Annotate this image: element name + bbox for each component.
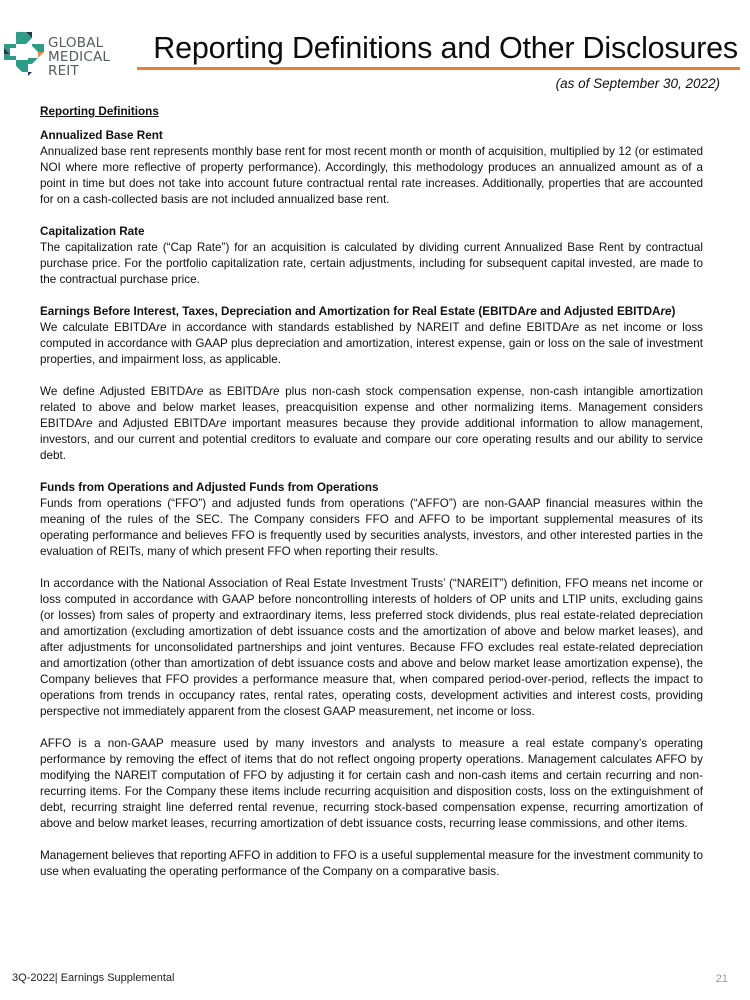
re: re <box>216 417 227 430</box>
page-number: 21 <box>715 973 728 985</box>
as-of-date: (as of September 30, 2022) <box>555 76 720 91</box>
paragraph-ffo-1: Funds from operations (“FFO”) and adjusted funds from operations (“AFFO”) are non-GAAP financial measures within the meaning of the rules of the SEC. The Company considers FFO and AFFO to be important supplemental measures of its operating performance and believes FFO is frequently used by securities analysts, investors, and other interested parties in the evaluation of REITs, many of which present FFO when reporting their results. <box>40 497 703 558</box>
title-underline-divider <box>137 67 740 70</box>
paragraph-ebitdare-1 <box>40 320 703 368</box>
page-title: Reporting Definitions and Other Disclosures <box>153 31 738 65</box>
company-logo <box>2 30 142 79</box>
heading-re: re <box>660 305 672 318</box>
section-title: Reporting Definitions <box>40 105 159 118</box>
heading-re: re <box>525 305 537 318</box>
re: re <box>82 417 93 430</box>
footer-label: 3Q-2022| Earnings Supplemental <box>12 972 175 984</box>
heading-text: ) <box>671 305 676 318</box>
text: as EBITDA <box>203 385 270 398</box>
re: re <box>156 321 167 334</box>
paragraph-affo-2: Management believes that reporting AFFO in addition to FFO is a useful supplemental measure for the investment community to use when evaluating the operating performance of the Company on a comparative basis. <box>40 849 703 878</box>
document-body <box>40 104 703 896</box>
text: We define Adjusted EBITDA <box>40 385 193 398</box>
re: re <box>568 321 580 334</box>
paragraph-annualized-base-rent: Annualized base rent represents monthly base rent for most recent month or month of acquisition, multiplied by 12 (or estimated NOI where more reflective of property performance). Accordingly, this methodology produces an annualized amount as of a point in time but does not take into account future contractual rental rate increases. Additionally, properties that are accounted for on a cash-collected basis are not included annualized base rent. <box>40 145 703 206</box>
text: plus non-cash stock compensation expense, non-cash intangible amortization related to above and below market leases, preacquisition expense and other normalizing items. Management considers EBITDA <box>40 385 703 430</box>
paragraph-ffo-2: In accordance with the National Association of Real Estate Investment Trusts’ (“NAREIT”) definition, FFO means net income or loss computed in accordance with GAAP before noncontrolling interests of holders of OP units and LTIP units, excluding gains (or losses) from sales of property and extraordinary items, less preferred stock dividends, plus real estate-related depreciation and amortization (excluding amortization of debt issuance costs and the amortization of above and below market leases), and after adjustments for unconsolidated partnerships and joint ventures. Because FFO excludes real estate-related depreciation and amortization (other than amortization of debt issuance costs and above and below market lease amortization expense), the Company believes that FFO provides a performance measure that, when compared period-over-period, reflects the impact to operations from trends in occupancy rates, rental rates, operating costs, development activities and interest costs, providing perspective not immediately apparent from the closest GAAP measurement, net income or loss. <box>40 577 703 718</box>
paragraph-capitalization-rate: The capitalization rate (“Cap Rate”) for an acquisition is calculated by dividing current Annualized Base Rent by contractual purchase price. For the portfolio capitalization rate, certain adjustments, including for subsequent capital invested, are made to the contractual purchase price. <box>40 241 703 286</box>
heading-text: Earnings Before Interest, Taxes, Depreciation and Amortization for Real Estate (EBITDA <box>40 305 526 318</box>
cross-logo-icon <box>2 30 46 76</box>
text: important measures because they provide additional information to allow management, investors, and our current and potential creditors to evaluate and compare our core operating results and our ability to service debt. <box>40 417 703 462</box>
heading-text: and Adjusted EBITDA <box>536 305 661 318</box>
text: as net income or loss computed in accordance with GAAP plus depreciation and amortization, interest expense, gain or loss on the sale of investment properties, and impairment loss, as applicable. <box>40 321 704 366</box>
paragraph-ebitdare-2 <box>40 384 703 464</box>
re: re <box>269 385 280 398</box>
heading-capitalization-rate: Capitalization Rate <box>40 225 145 238</box>
logo-wordmark <box>48 36 142 78</box>
text: We calculate EBITDA <box>40 321 157 334</box>
re: re <box>192 385 204 398</box>
heading-annualized-base-rent: Annualized Base Rent <box>40 129 163 142</box>
heading-ffo: Funds from Operations and Adjusted Funds from Operations <box>40 481 379 494</box>
heading-ebitdare <box>40 304 703 320</box>
text: and Adjusted EBITDA <box>92 417 217 430</box>
text: in accordance with standards established by NAREIT and define EBITDA <box>166 321 569 334</box>
logo-line-2: MEDICAL REIT <box>48 49 111 79</box>
paragraph-affo-1: AFFO is a non-GAAP measure used by many investors and analysts to measure a real estate company’s operating performance by removing the effect of items that do not reflect ongoing property operations. Management calculates AFFO by modifying the NAREIT computation of FFO by adjusting it for certain cash and non-cash items and certain recurring and non-recurring items. For the Company these items include recurring acquisition and disposition costs, loss on the extinguishment of debt, recurring straight line deferred rental revenue, recurring stock-based compensation expense, recurring amortization of above and below market leases, recurring amortization of debt issuance costs, recurring lease commissions, and other items. <box>40 737 703 830</box>
logo-line-1: GLOBAL <box>48 35 104 51</box>
